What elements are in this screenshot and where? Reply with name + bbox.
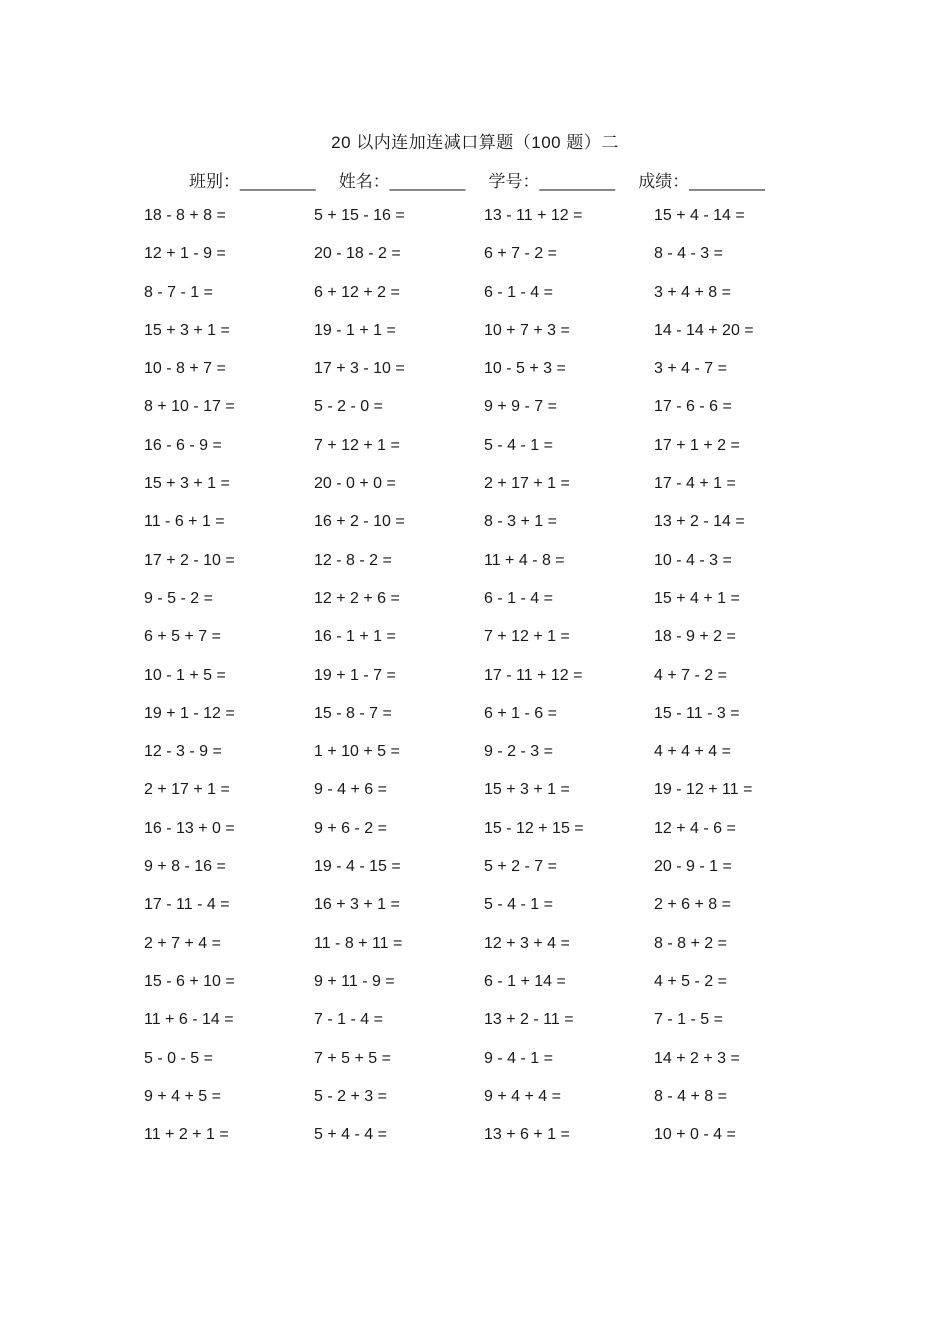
problem-item: 16 + 3 + 1 = <box>314 896 400 914</box>
problem-item: 4 + 4 + 4 = <box>654 743 731 761</box>
problem-item: 13 + 2 - 11 = <box>484 1011 574 1029</box>
problem-item: 7 - 1 - 4 = <box>314 1011 383 1029</box>
problem-item: 6 - 1 + 14 = <box>484 972 566 990</box>
problem-item: 2 + 17 + 1 = <box>144 781 230 799</box>
problem-item: 5 - 0 - 5 = <box>144 1049 213 1067</box>
problem-item: 13 - 11 + 12 = <box>484 207 583 224</box>
problem-item: 7 - 1 - 5 = <box>654 1011 723 1029</box>
problem-item: 2 + 17 + 1 = <box>484 475 570 493</box>
score-label: 成绩： <box>638 172 690 191</box>
problem-row <box>144 436 844 474</box>
problem-item: 10 - 8 + 7 = <box>144 360 226 378</box>
problem-item: 7 + 5 + 5 = <box>314 1049 391 1067</box>
problem-item: 8 - 4 + 8 = <box>654 1087 727 1105</box>
problem-item: 10 - 4 - 3 = <box>654 551 732 569</box>
problem-item: 5 - 2 - 0 = <box>314 398 383 416</box>
problem-item: 5 - 2 + 3 = <box>314 1087 387 1105</box>
problem-item: 8 - 4 - 3 = <box>654 245 723 263</box>
problem-row <box>144 627 844 665</box>
problem-item: 10 - 1 + 5 = <box>144 666 226 684</box>
problem-item: 14 + 2 + 3 = <box>654 1049 740 1067</box>
problem-item: 17 + 2 - 10 = <box>144 551 235 569</box>
problem-item: 15 + 3 + 1 = <box>144 321 230 339</box>
score-blank: ________ <box>689 172 765 191</box>
problem-item: 9 - 4 - 1 = <box>484 1049 553 1067</box>
problem-item: 8 + 10 - 17 = <box>144 398 235 416</box>
problem-item: 15 - 6 + 10 = <box>144 972 235 990</box>
problem-row <box>144 1087 844 1125</box>
problem-item: 15 - 8 - 7 = <box>314 704 392 722</box>
problem-grid <box>144 206 844 1163</box>
class-field <box>189 167 316 192</box>
problem-item: 17 - 11 - 4 = <box>144 896 230 914</box>
problem-row <box>144 206 844 244</box>
problem-item: 17 + 3 - 10 = <box>314 360 405 378</box>
problem-item: 18 - 8 + 8 = <box>144 207 226 224</box>
problem-item: 17 - 11 + 12 = <box>484 666 583 684</box>
problem-item: 11 + 4 - 8 = <box>484 551 565 569</box>
problem-item: 10 - 5 + 3 = <box>484 360 566 378</box>
problem-row <box>144 321 844 359</box>
problem-item: 12 - 8 - 2 = <box>314 551 392 569</box>
problem-item: 18 - 9 + 2 = <box>654 628 736 646</box>
problem-item: 16 - 6 - 9 = <box>144 436 222 454</box>
problem-item: 9 + 4 + 5 = <box>144 1087 221 1105</box>
student-number-blank: ________ <box>539 172 616 191</box>
problem-item: 5 - 4 - 1 = <box>484 436 553 454</box>
problem-item: 20 - 18 - 2 = <box>314 245 401 263</box>
problem-item: 6 + 7 - 2 = <box>484 245 557 263</box>
problem-item: 15 + 3 + 1 = <box>484 781 570 799</box>
score-field <box>638 167 765 192</box>
problem-item: 12 + 3 + 4 = <box>484 934 570 952</box>
problem-item: 11 + 2 + 1 = <box>144 1126 229 1144</box>
problem-item: 12 + 4 - 6 = <box>654 819 736 837</box>
student-number-label: 学号： <box>488 172 540 191</box>
problem-item: 13 + 6 + 1 = <box>484 1126 570 1144</box>
problem-row <box>144 780 844 818</box>
student-number-field <box>488 167 615 192</box>
problem-row <box>144 512 844 550</box>
problem-item: 1 + 10 + 5 = <box>314 743 400 761</box>
problem-row <box>144 244 844 282</box>
problem-item: 5 + 2 - 7 = <box>484 858 557 876</box>
problem-item: 9 + 4 + 4 = <box>484 1087 561 1105</box>
problem-item: 13 + 2 - 14 = <box>654 513 745 531</box>
problem-item: 6 + 12 + 2 = <box>314 283 400 301</box>
problem-row <box>144 359 844 397</box>
problem-item: 3 + 4 - 7 = <box>654 360 727 378</box>
class-label: 班别： <box>189 172 240 191</box>
problem-row <box>144 1010 844 1048</box>
class-blank: ________ <box>240 172 316 191</box>
problem-row <box>144 819 844 857</box>
problem-item: 19 + 1 - 7 = <box>314 666 396 684</box>
problem-item: 5 - 4 - 1 = <box>484 896 553 914</box>
problem-item: 2 + 7 + 4 = <box>144 934 221 952</box>
name-blank: ________ <box>389 172 466 191</box>
problem-item: 4 + 5 - 2 = <box>654 972 727 990</box>
problem-item: 11 - 6 + 1 = <box>144 513 225 531</box>
problem-item: 11 - 8 + 11 = <box>314 934 403 952</box>
problem-item: 9 + 9 - 7 = <box>484 398 557 416</box>
problem-row <box>144 1125 844 1163</box>
problem-row <box>144 551 844 589</box>
problem-row <box>144 742 844 780</box>
problem-item: 7 + 12 + 1 = <box>484 628 570 646</box>
problem-item: 9 + 6 - 2 = <box>314 819 387 837</box>
problem-item: 5 + 15 - 16 = <box>314 207 405 224</box>
problem-item: 8 - 3 + 1 = <box>484 513 557 531</box>
problem-item: 16 + 2 - 10 = <box>314 513 405 531</box>
problem-item: 16 - 1 + 1 = <box>314 628 396 646</box>
problem-item: 9 + 8 - 16 = <box>144 858 226 876</box>
problem-item: 7 + 12 + 1 = <box>314 436 400 454</box>
problem-row <box>144 283 844 321</box>
problem-item: 6 + 5 + 7 = <box>144 628 221 646</box>
problem-item: 6 - 1 - 4 = <box>484 589 553 607</box>
problem-row <box>144 397 844 435</box>
problem-item: 12 - 3 - 9 = <box>144 743 222 761</box>
problem-item: 9 - 4 + 6 = <box>314 781 387 799</box>
problem-item: 6 + 1 - 6 = <box>484 704 557 722</box>
problem-item: 14 - 14 + 20 = <box>654 321 754 339</box>
problem-item: 15 - 11 - 3 = <box>654 704 740 722</box>
problem-item: 8 - 8 + 2 = <box>654 934 727 952</box>
name-label: 姓名： <box>338 172 390 191</box>
problem-row <box>144 972 844 1010</box>
problem-item: 20 - 9 - 1 = <box>654 858 732 876</box>
problem-item: 15 + 4 - 14 = <box>654 207 745 224</box>
problem-item: 15 + 4 + 1 = <box>654 589 740 607</box>
problem-item: 12 + 1 - 9 = <box>144 245 226 263</box>
problem-row <box>144 589 844 627</box>
problem-item: 15 + 3 + 1 = <box>144 475 230 493</box>
problem-item: 10 + 0 - 4 = <box>654 1126 736 1144</box>
problem-item: 17 - 4 + 1 = <box>654 475 736 493</box>
problem-row <box>144 934 844 972</box>
problem-item: 5 + 4 - 4 = <box>314 1126 387 1144</box>
problem-item: 9 + 11 - 9 = <box>314 972 395 990</box>
problem-item: 4 + 7 - 2 = <box>654 666 727 684</box>
problem-item: 9 - 2 - 3 = <box>484 743 553 761</box>
problem-item: 12 + 2 + 6 = <box>314 589 400 607</box>
problem-row <box>144 1049 844 1087</box>
problem-row <box>144 857 844 895</box>
problem-item: 17 + 1 + 2 = <box>654 436 740 454</box>
problem-item: 8 - 7 - 1 = <box>144 283 213 301</box>
problem-item: 2 + 6 + 8 = <box>654 896 731 914</box>
student-info-row <box>189 167 783 192</box>
problem-item: 19 - 1 + 1 = <box>314 321 396 339</box>
problem-item: 17 - 6 - 6 = <box>654 398 732 416</box>
problem-item: 19 - 4 - 15 = <box>314 858 401 876</box>
problem-item: 3 + 4 + 8 = <box>654 283 731 301</box>
name-field <box>339 167 466 192</box>
problem-item: 16 - 13 + 0 = <box>144 819 235 837</box>
problem-item: 20 - 0 + 0 = <box>314 475 396 493</box>
page-title: 20 以内连加连减口算题（100 题）二 <box>331 133 619 152</box>
problem-item: 11 + 6 - 14 = <box>144 1011 234 1029</box>
problem-row <box>144 704 844 742</box>
problem-row <box>144 474 844 512</box>
problem-item: 6 - 1 - 4 = <box>484 283 553 301</box>
problem-item: 19 + 1 - 12 = <box>144 704 235 722</box>
problem-item: 15 - 12 + 15 = <box>484 819 584 837</box>
problem-item: 10 + 7 + 3 = <box>484 321 570 339</box>
problem-row <box>144 895 844 933</box>
problem-item: 9 - 5 - 2 = <box>144 589 213 607</box>
problem-item: 19 - 12 + 11 = <box>654 781 753 799</box>
problem-row <box>144 666 844 704</box>
